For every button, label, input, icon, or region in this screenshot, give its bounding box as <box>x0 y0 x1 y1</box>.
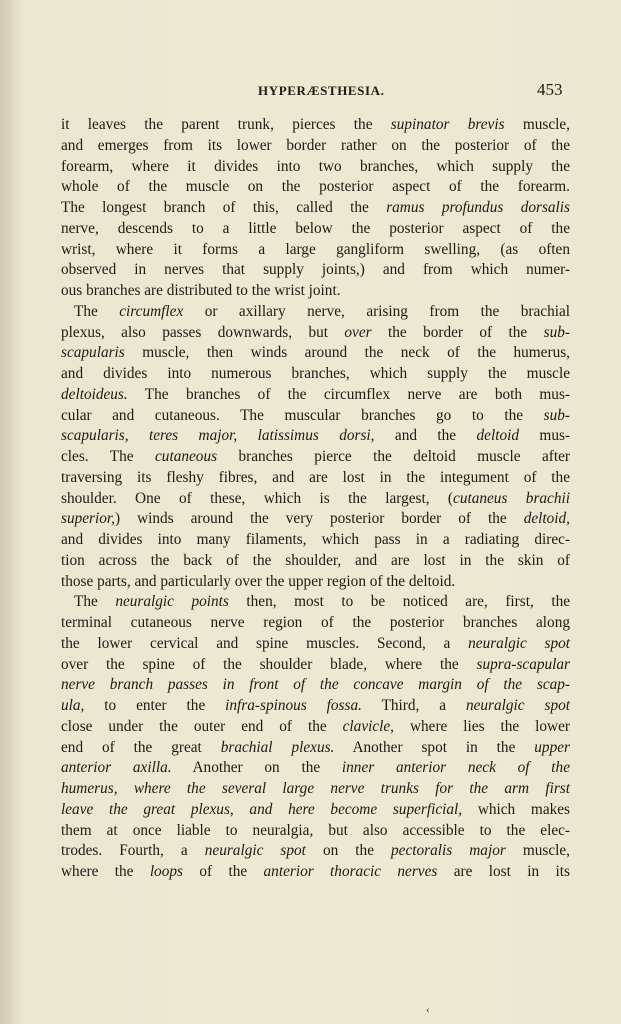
text-line <box>61 198 570 219</box>
text-run: them at once liable to neuralgia, but also accessible to the elec- <box>61 821 570 839</box>
italic-term: upper <box>534 738 570 756</box>
italic-term: nerve branch passes in front of the concave margin of the scap- <box>61 676 570 694</box>
text-run: The <box>74 302 120 320</box>
italic-term: anterior axilla. <box>61 759 172 777</box>
page-gutter-shadow <box>0 0 22 1024</box>
text-run: close under the outer end of the <box>61 717 343 735</box>
italic-term: loops <box>149 863 183 880</box>
italic-term: ula, <box>61 697 85 714</box>
italic-term: neuralgic spot <box>468 634 571 652</box>
italic-term: humerus, where the several large nerve trunks for the arm first <box>61 780 570 797</box>
italic-term: inner anterior neck of the <box>341 759 570 777</box>
text-line <box>61 406 570 427</box>
page-number: 453 <box>537 80 563 99</box>
text-run: which makes <box>462 800 570 818</box>
text-run: are lost in its <box>437 863 570 880</box>
italic-term: neuralgic spot <box>465 697 570 714</box>
text-run: ) winds around the very posterior border of the <box>114 510 524 528</box>
text-line <box>61 779 570 800</box>
footer-mark: ‹ <box>426 1004 430 1016</box>
text-line <box>61 177 570 198</box>
text-line <box>61 343 570 364</box>
text-run: and divides into numerous branches, which supply the muscle <box>61 365 570 382</box>
italic-term: deltoid <box>476 427 520 445</box>
text-run: cular and cutaneous. The muscular branches go to the <box>61 406 544 424</box>
text-run: on the <box>305 842 392 860</box>
text-run: ous branches are distributed to the wrist joint. <box>61 282 341 299</box>
text-run: of the <box>182 863 264 880</box>
text-run: cles. The <box>61 448 156 465</box>
text-run: muscle, <box>505 842 571 860</box>
text-line <box>61 281 570 302</box>
text-run: it leaves the parent trunk, pierces the <box>61 116 391 133</box>
text-run: Another on the <box>171 759 342 777</box>
italic-term: anterior thoracic nerves <box>263 863 438 880</box>
italic-term: leave the great plexus, and here become superficial, <box>61 800 463 818</box>
text-line <box>61 447 570 468</box>
text-run: Third, a <box>361 697 466 714</box>
text-line <box>61 426 570 447</box>
text-line <box>61 800 570 821</box>
text-line <box>61 841 570 862</box>
text-run: mus- <box>519 427 571 445</box>
text-run: Another spot in the <box>334 738 535 756</box>
italic-term: sub- <box>543 323 570 341</box>
italic-term: supinator brevis <box>390 116 505 133</box>
text-run: The longest branch of this, called the <box>61 199 387 216</box>
text-run: the lower cervical and spine muscles. Second, a <box>61 634 469 652</box>
text-run: then, most to be noticed are, first, the <box>228 593 571 611</box>
text-line <box>61 696 570 717</box>
italic-term: clavicle, <box>342 717 395 735</box>
text-line <box>61 675 570 696</box>
text-line <box>61 157 570 178</box>
text-run: the border of the <box>371 323 544 341</box>
italic-term: sub- <box>543 406 570 424</box>
text-run: muscle, <box>504 116 570 133</box>
text-line <box>61 364 570 385</box>
text-line <box>61 136 570 157</box>
text-run: The branches of the circumflex nerve are both mus- <box>127 385 570 403</box>
text-run: end of the great <box>61 738 221 756</box>
text-line <box>61 613 570 634</box>
text-run: and emerges from its lower border rather on the posterior of the <box>61 136 570 154</box>
italic-term: ramus profundus dorsalis <box>386 199 570 216</box>
text-run: where the <box>61 863 150 880</box>
italic-term: scapularis <box>61 344 125 362</box>
text-run: trodes. Fourth, a <box>61 842 205 860</box>
text-run: traversing its fleshy fibres, and are lost in the integument of the <box>61 468 570 486</box>
text-run: terminal cutaneous nerve region of the posterior branches along <box>61 614 570 631</box>
text-run: those parts, and particularly over the upper region of the deltoid. <box>61 572 456 590</box>
italic-term: pectoralis major <box>391 842 506 860</box>
running-title: HYPERÆSTHESIA. <box>258 83 385 98</box>
italic-term: deltoid, <box>523 510 570 528</box>
text-line <box>61 115 570 136</box>
page-header <box>0 80 621 102</box>
text-run: The <box>74 593 116 611</box>
text-line <box>61 862 570 883</box>
text-line <box>61 821 570 842</box>
text-line <box>61 655 570 676</box>
text-line <box>61 509 570 530</box>
text-line <box>61 385 570 406</box>
text-run: shoulder. One of these, which is the largest, ( <box>61 489 454 507</box>
text-line <box>61 572 570 593</box>
text-run: observed in nerves that supply joints,) and from which numer- <box>61 261 570 279</box>
text-run: where lies the lower <box>394 717 570 735</box>
text-run: whole of the muscle on the posterior aspect of the forearm. <box>61 178 570 196</box>
italic-term: infra-spinous fossa. <box>225 697 362 714</box>
italic-term: cutaneus brachii <box>453 489 570 507</box>
text-line <box>61 323 570 344</box>
text-run: branches pierce the deltoid muscle after <box>217 448 570 465</box>
text-run: wrist, where it forms a large gangliform swelling, (as often <box>61 240 570 258</box>
italic-term: over <box>344 323 372 341</box>
body-text <box>61 115 570 883</box>
italic-term: neuralgic points <box>115 593 229 611</box>
text-run: forearm, where it divides into two branches, which supply the <box>61 157 570 175</box>
text-line <box>61 530 570 551</box>
text-line <box>61 592 570 613</box>
italic-term: deltoideus. <box>61 385 128 403</box>
text-line <box>61 738 570 759</box>
italic-term: scapularis, teres major, latissimus dorsi, <box>61 427 375 445</box>
text-line <box>61 634 570 655</box>
text-run: muscle, then winds around the neck of the humerus, <box>124 344 570 362</box>
italic-term: neuralgic spot <box>204 842 306 860</box>
italic-term: supra-scapular <box>476 655 570 673</box>
text-run: to enter the <box>84 697 226 714</box>
text-line <box>61 302 570 323</box>
text-run: over the spine of the shoulder blade, where the <box>61 655 477 673</box>
text-run: or axillary nerve, arising from the brachial <box>183 302 571 320</box>
text-line <box>61 260 570 281</box>
text-line <box>61 240 570 261</box>
text-run: and divides into many filaments, which pass in a radiating direc- <box>61 531 570 548</box>
italic-term: cutaneous <box>155 448 218 465</box>
text-line <box>61 758 570 779</box>
text-run: tion across the back of the shoulder, and are lost in the skin of <box>61 551 570 569</box>
italic-term: brachial plexus. <box>220 738 335 756</box>
text-line <box>61 468 570 489</box>
text-run: plexus, also passes downwards, but <box>61 323 345 341</box>
text-line <box>61 551 570 572</box>
text-line <box>61 219 570 240</box>
italic-term: circumflex <box>119 302 184 320</box>
text-line <box>61 489 570 510</box>
italic-term: superior, <box>61 510 115 528</box>
text-run: nerve, descends to a little below the posterior aspect of the <box>61 219 570 237</box>
text-run: and the <box>374 427 477 445</box>
text-line <box>61 717 570 738</box>
